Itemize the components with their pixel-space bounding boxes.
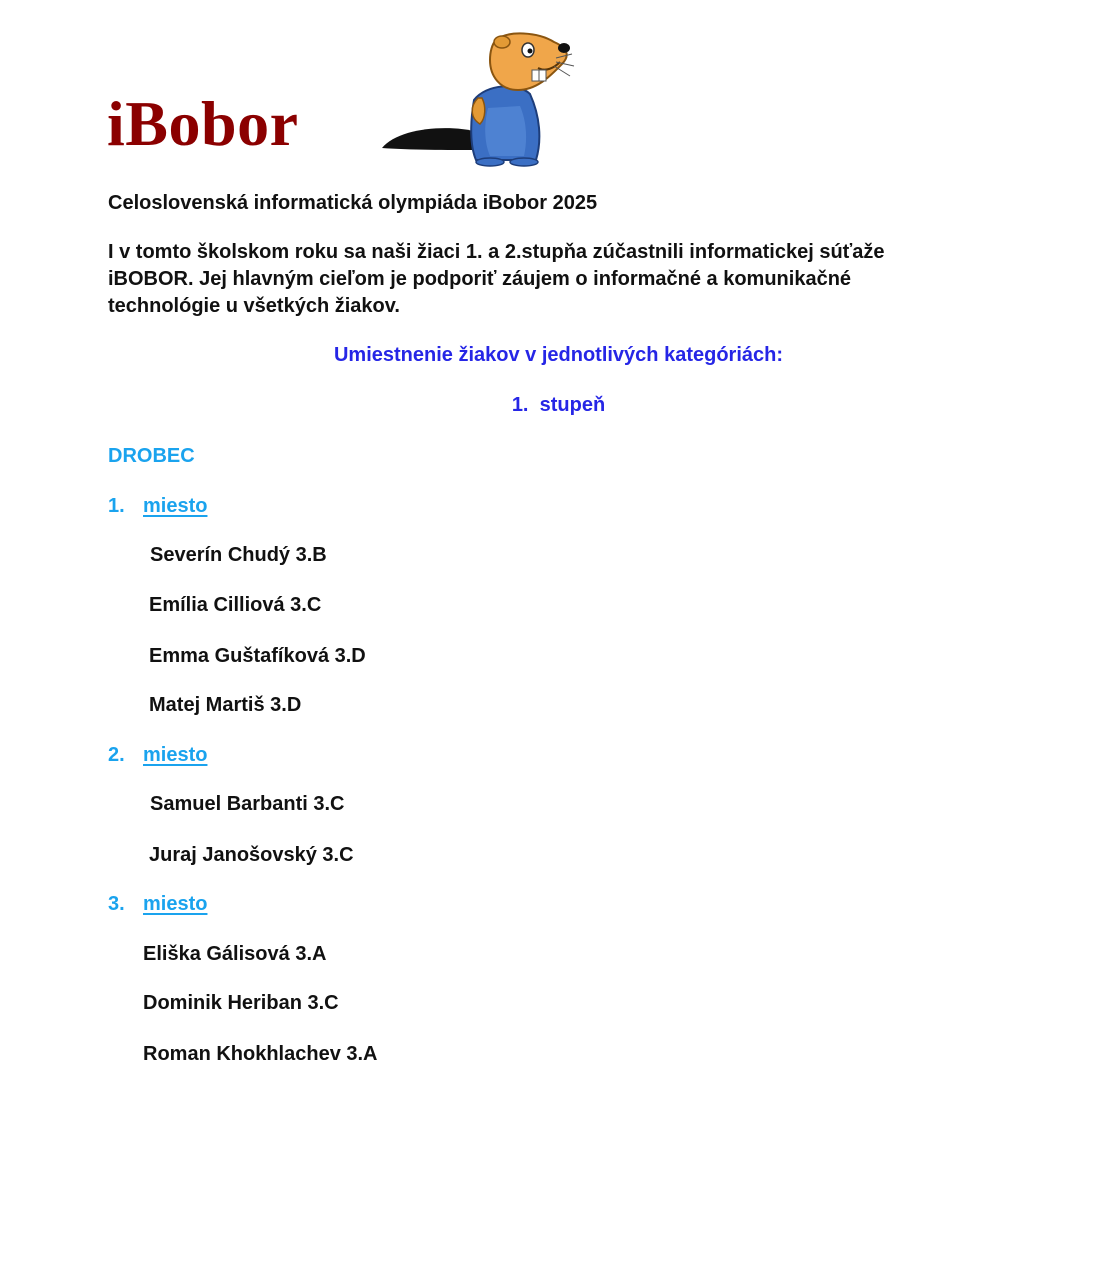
place-link[interactable]: miesto [143, 893, 208, 915]
place-number: 2. [108, 744, 125, 766]
page-title: Celoslovenská informatická olympiáda iBobor 2025 [108, 192, 598, 214]
category-title: DROBEC [108, 445, 195, 467]
intro-paragraph: I v tomto školskom roku sa naši žiaci 1. a 2.stupňa zúčastnili informatickej súťaže iBOBOR. Jej hlavným cieľom je podporiť záujem o informačné a komunikačné technológie u všetkých žiakov. [108, 241, 885, 317]
list-item: Dominik Heriban 3.C [143, 992, 339, 1014]
place-heading-3 [108, 891, 207, 917]
list-item: Emma Guštafíková 3.D [149, 645, 366, 667]
place-link[interactable]: miesto [143, 744, 208, 766]
beaver-mascot-icon [378, 28, 578, 168]
site-logo-text: iBobor [107, 88, 299, 159]
list-item: Eliška Gálisová 3.A [143, 943, 327, 965]
results-heading: Umiestnenie žiakov v jednotlivých kategóriách: [333, 344, 784, 366]
place-link[interactable]: miesto [143, 495, 208, 517]
place-heading-1 [108, 493, 207, 519]
list-item: Matej Martiš 3.D [149, 694, 302, 716]
list-item: Severín Chudý 3.B [150, 544, 327, 566]
list-item: Emília Cilliová 3.C [149, 594, 322, 616]
level-heading: 1. stupeň [511, 394, 606, 416]
list-item: Juraj Janošovský 3.C [149, 844, 354, 866]
place-number: 1. [108, 495, 125, 517]
list-item: Samuel Barbanti 3.C [150, 793, 345, 815]
place-number: 3. [108, 893, 125, 915]
list-item: Roman Khokhlachev 3.A [143, 1043, 378, 1065]
place-heading-2 [108, 742, 207, 768]
